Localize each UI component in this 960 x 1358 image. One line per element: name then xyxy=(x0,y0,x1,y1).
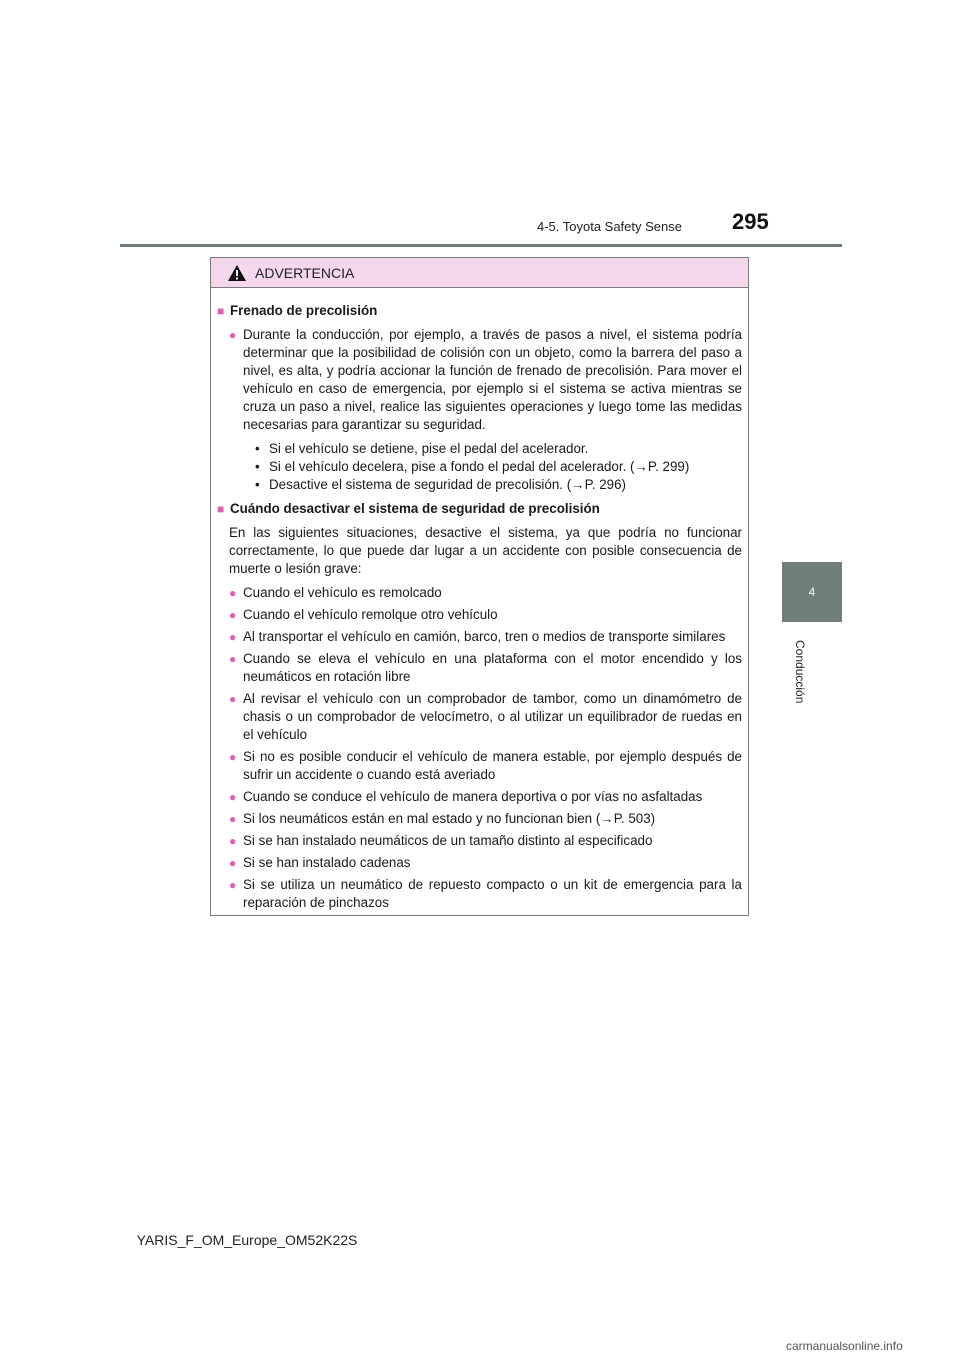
square-bullet-icon: ■ xyxy=(217,304,225,318)
list-item xyxy=(229,606,742,624)
list-item-text: Cuando se eleva el vehículo en una plataforma con el motor encendido y los neumáticos en rotación libre xyxy=(243,651,742,684)
sub-list-item xyxy=(255,476,742,494)
list-item-text: Cuando el vehículo remolque otro vehículo xyxy=(243,607,498,622)
circle-bullet-icon: ● xyxy=(229,608,237,622)
list-item-text: Durante la conducción, por ejemplo, a través de pasos a nivel, el sistema podría determinar que la posibilidad de colisión con un objeto, como la barrera del paso a nivel, es alta, y podría accionar la función de frenado de precolisión. Para mover el vehículo en caso de emergencia, por ejemplo si el sistema se activa mientras se cruza un paso a nivel, realice las siguientes operaciones y luego tome las medidas necesarias para garantizar su seguridad. xyxy=(243,327,742,432)
list-item xyxy=(229,832,742,850)
warning-header xyxy=(211,258,748,288)
list-item-text: Cuando se conduce el vehículo de manera deportiva o por vías no asfaltadas xyxy=(243,789,703,804)
sub-list-item xyxy=(255,458,742,476)
warning-box xyxy=(210,257,749,916)
list-item xyxy=(229,690,742,744)
header-rule xyxy=(120,244,842,247)
sub-list-item-text: Desactive el sistema de seguridad de precolisión. (→P. 296) xyxy=(269,477,627,492)
list-item xyxy=(229,748,742,784)
chapter-tab: 4 xyxy=(782,562,842,622)
circle-bullet-icon: ● xyxy=(229,834,237,848)
circle-bullet-icon: ● xyxy=(229,652,237,666)
list-item-text: Si se utiliza un neumático de repuesto compacto o un kit de emergencia para la reparación de pinchazos xyxy=(243,877,742,910)
warning-body xyxy=(211,288,748,912)
list-item-text: Cuando el vehículo es remolcado xyxy=(243,585,442,600)
page-number: 295 xyxy=(732,209,769,234)
circle-bullet-icon: ● xyxy=(229,856,237,870)
sub-list xyxy=(255,440,742,494)
list-item-text: Si se han instalado neumáticos de un tamaño distinto al especificado xyxy=(243,833,653,848)
square-bullet-icon: ■ xyxy=(217,502,225,516)
list-item-text: Al revisar el vehículo con un comprobador de tambor, como un dinamómetro de chasis o un comprobador de velocímetro, o al utilizar un equilibrador de ruedas en el vehículo xyxy=(243,691,742,742)
circle-bullet-icon: ● xyxy=(229,692,237,706)
circle-bullet-icon: ● xyxy=(229,790,237,804)
chapter-label: Conducción xyxy=(793,640,807,704)
list-item xyxy=(229,584,742,602)
sub-list-item-text: Si el vehículo decelera, pise a fondo el pedal del acelerador. (→P. 299) xyxy=(269,459,690,474)
list-item xyxy=(229,810,742,828)
document-code xyxy=(0,1232,960,1248)
list-item xyxy=(229,788,742,806)
list-item xyxy=(229,876,742,912)
section-heading xyxy=(217,500,742,518)
list-item xyxy=(229,628,742,646)
list-item xyxy=(229,854,742,872)
circle-bullet-icon: ● xyxy=(229,812,237,826)
list-item-text: Si no es posible conducir el vehículo de manera estable, por ejemplo después de sufrir un accidente o cuando está averiado xyxy=(243,749,742,782)
circle-bullet-icon: ● xyxy=(229,750,237,764)
dot-bullet-icon: • xyxy=(255,459,260,474)
circle-bullet-icon: ● xyxy=(229,878,237,892)
circle-bullet-icon: ● xyxy=(229,630,237,644)
watermark-link[interactable]: carmanualsonline.info xyxy=(786,1339,903,1353)
document-code-text: YARIS_F_OM_Europe_OM52K22S xyxy=(136,1232,358,1248)
list-item-text: Si los neumáticos están en mal estado y no funcionan bien (→P. 503) xyxy=(243,811,656,826)
dot-bullet-icon: • xyxy=(255,477,260,492)
section-heading-text: Frenado de precolisión xyxy=(230,303,378,318)
section-heading-text: Cuándo desactivar el sistema de seguridad de precolisión xyxy=(230,501,600,516)
sub-list-item-text: Si el vehículo se detiene, pise el pedal del acelerador. xyxy=(269,441,589,456)
dot-bullet-icon: • xyxy=(255,441,260,456)
warning-title: ADVERTENCIA xyxy=(255,264,355,281)
intro-paragraph: En las siguientes situaciones, desactive el sistema, ya que podría no funcionar correctamente, lo que puede dar lugar a un accidente con posible consecuencia de muerte o lesión grave: xyxy=(229,525,742,576)
list-item xyxy=(229,650,742,686)
warning-triangle-icon xyxy=(227,264,247,282)
sub-list-item xyxy=(255,440,742,458)
circle-bullet-icon: ● xyxy=(229,328,237,342)
list-item xyxy=(229,326,742,434)
list-item-text: Al transportar el vehículo en camión, barco, tren o medios de transporte similares xyxy=(243,629,726,644)
section-heading xyxy=(217,302,742,320)
circle-bullet-icon: ● xyxy=(229,586,237,600)
list-item-text: Si se han instalado cadenas xyxy=(243,855,411,870)
section-title: 4-5. Toyota Safety Sense xyxy=(536,219,682,234)
